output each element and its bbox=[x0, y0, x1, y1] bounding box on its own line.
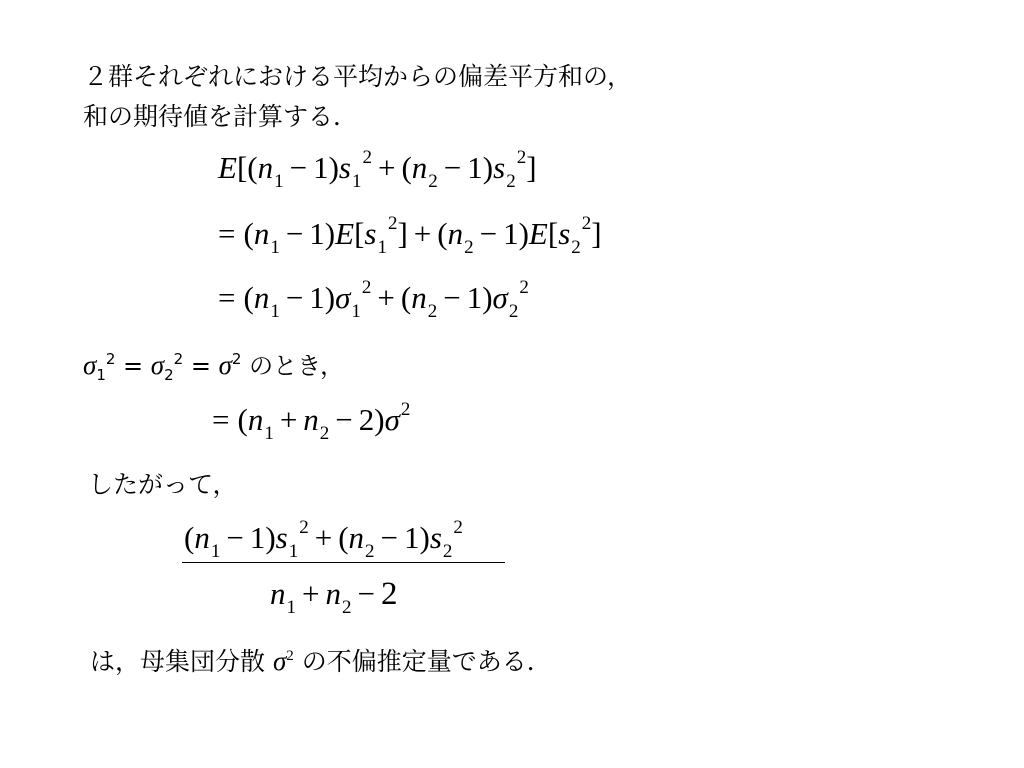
intro-line-1: ２群それぞれにおける平均からの偏差平方和の， bbox=[83, 62, 633, 91]
sigma-squared: $\sigma^2$ bbox=[272, 646, 294, 676]
equation-line-1: $E[(n_1 - 1)s_1^2 + (n_2 - 1)s_2^2]$ bbox=[218, 147, 537, 192]
equation-line-4: = $(n_1 + n_2 - 2)\sigma^2$ bbox=[212, 399, 411, 444]
conclusion-prefix: は，母集団分散 bbox=[90, 647, 266, 676]
fraction-bar bbox=[182, 562, 505, 563]
intro-line-2: 和の期待値を計算する． bbox=[83, 102, 359, 131]
conclusion-suffix: の不偏推定量である． bbox=[301, 647, 552, 676]
fraction-denominator: $n_1 + n_2 - 2$ bbox=[270, 576, 398, 618]
therefore-text: したがって， bbox=[88, 470, 238, 499]
equation-line-3: = $(n_1 - 1)\sigma_1^2 + (n_2 - 1)\sigma_2^2$ bbox=[218, 277, 529, 322]
conclusion-line bbox=[90, 648, 552, 675]
equation-line-2: = $(n_1 - 1)E[s_1^2] + (n_2 - 1)E[s_2^2]$ bbox=[218, 213, 602, 258]
condition-line: $\sigma_1^2 = \sigma_2^2 = \sigma^2$ のとき， bbox=[83, 350, 345, 384]
condition-text: のとき， bbox=[249, 352, 345, 380]
fraction-numerator: $(n_1 - 1)s_1^2 + (n_2 - 1)s_2^2$ bbox=[184, 517, 463, 562]
